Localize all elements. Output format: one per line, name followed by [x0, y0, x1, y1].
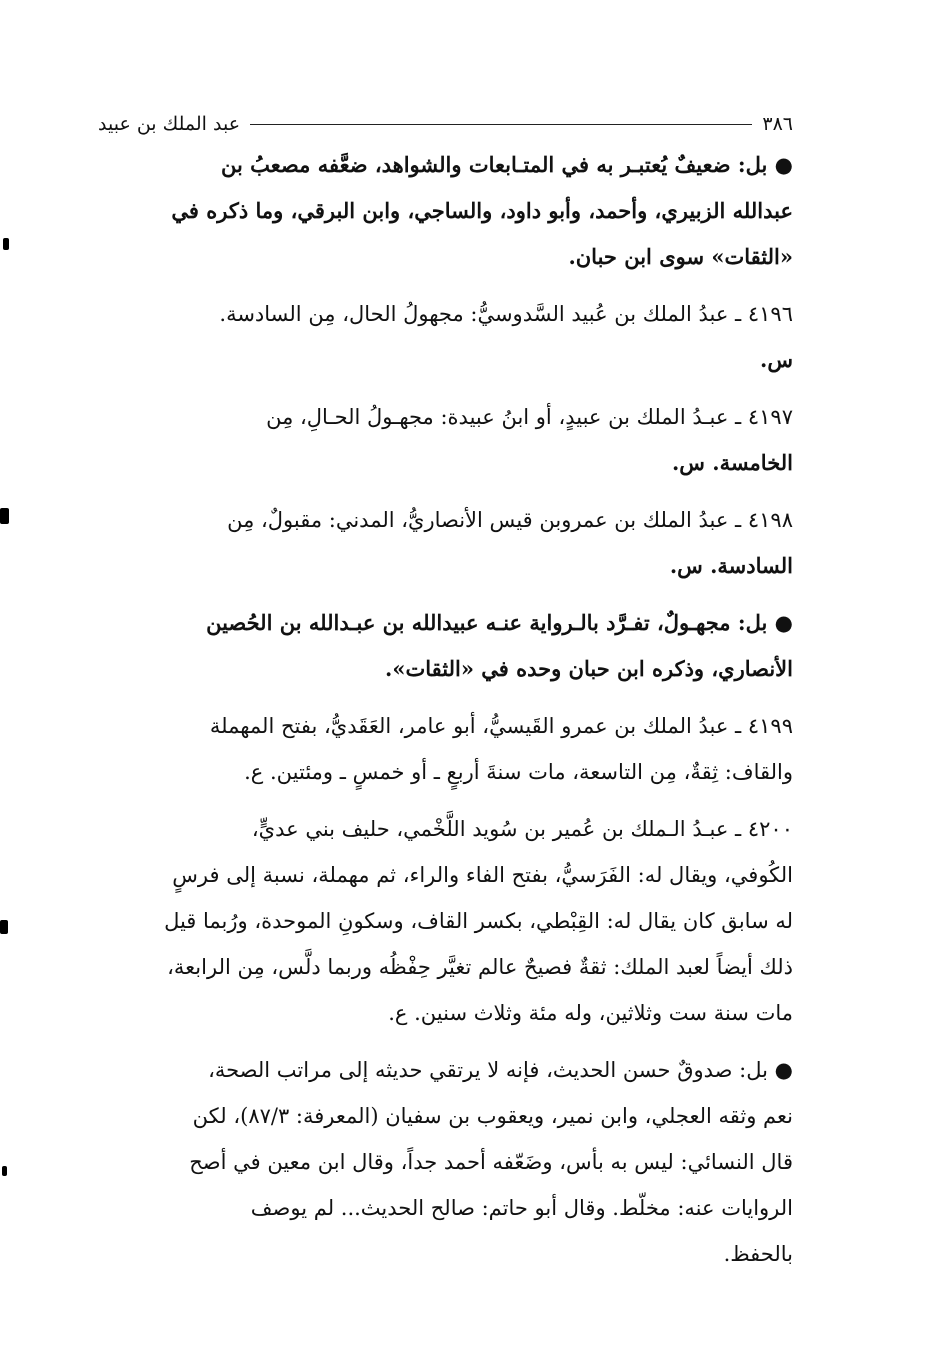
entry-4199: ٤١٩٩ ـ عبدُ الملك بن عمرو القَيسيُّ، أبو عامر، العَقَديُّ، بفتح المهملة والقاف: ثِقةٌ، مِن التاسعة، مات سنةَ أربعٍ ـ أو خمسٍ ـ ومئتين. ع. [209, 714, 793, 784]
note-paragraph: ● بل: مجهـولٌ، تفـرَّد بالـرواية عنـه عبيدالله بن عبـدالله بن الحُصين الأنصاري، وذكره ابن حبان وحده في «الثقات». [206, 610, 793, 681]
note-paragraph: ● بل: ضعيفٌ يُعتبـر به في المتـابعات والشواهد، ضعَّفه مصعبُ بن عبدالله الزبيري، وأحمد، وأبو داود، والساجي، وابن البرقي، وما ذكره في «الثقات» سوى ابن حبان. [171, 152, 793, 269]
entry-4197: ٤١٩٧ ـ عبـدُ الملك بن عبيدٍ، أو ابنُ عبيدة: مجهـولُ الحـالِ، مِن الخامسة. س. [266, 405, 793, 475]
running-header [98, 106, 793, 142]
header-rule [250, 124, 752, 125]
scan-mark-top [3, 238, 9, 250]
entry-4198: ٤١٩٨ ـ عبدُ الملك بن عمروبن قيس الأنصاريُّ، المدني: مقبولٌ، مِن السادسة. س. [227, 508, 793, 578]
note-paragraph: ● بل: صدوقٌ حسن الحديث، فإنه لا يرتقي حديثه إلى مراتب الصحة، نعم وثقه العجلي، وابن نمير، ويعقوب بن سفيان (المعرفة: ٨٧/٣)، لكن قال النسائي: ليس به بأس، وضَعّفه أحمد جداً، وقال ابن معين في أصح الروايات عنه: مخلّط. وقال أبو حاتم: صالح الحديث... لم يوصف بالحفظ. [189, 1058, 793, 1266]
entry-4196: ٤١٩٦ ـ عبدُ الملك بن عُبيد السَّدوسيُّ: مجهولُ الحال، مِن السادسة. س. [219, 302, 793, 372]
page-number: ٣٨٦ [762, 113, 793, 135]
scan-mark-bottom [2, 1166, 7, 1176]
running-title: عبد الملك بن عبيد [98, 113, 241, 135]
book-page [98, 106, 793, 1288]
scan-mark-middle [0, 508, 9, 524]
entry-4200: ٤٢٠٠ ـ عبـدُ الـملك بن عُمير بن سُويد اللَّخْمي، حليف بني عديٍّ، الكُوفي، ويقال له: الفَرَسيُّ، بفتح الفاء والراء، ثم مهملة، نسبة إلى فرسٍ له سابق كان يقال له: القِبْطي، بكسر القاف، وسكونِ الموحدة، ورُبما قيل ذلك أيضاً لعبد الملك: ثقةٌ فصيحٌ عالم تغيَّر حِفْظُه وربما دلَّس، مِن الرابعة، مات سنة ست وثلاثين، وله مئة وثلاث سنين. ع. [164, 817, 793, 1025]
scan-mark-lower [0, 920, 8, 934]
